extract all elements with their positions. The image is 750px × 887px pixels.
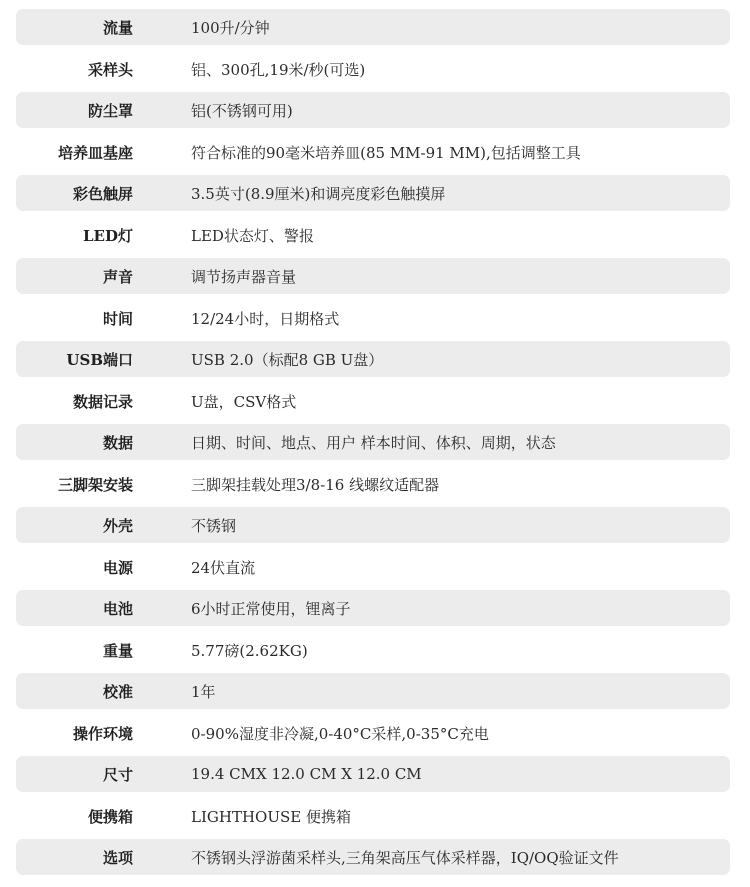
spec-label: 时间: [102, 309, 133, 328]
spec-value: 不锈钢: [191, 516, 237, 535]
spec-label: 采样头: [87, 60, 133, 79]
spec-label: 数据记录: [72, 392, 133, 411]
spec-label: 流量: [102, 18, 133, 37]
spec-row-power: [16, 549, 730, 585]
spec-row-petri-base: [16, 134, 730, 170]
spec-row-dimensions: [16, 756, 730, 792]
spec-row-operating-environment: [16, 715, 730, 751]
spec-label: 培养皿基座: [57, 143, 133, 162]
spec-label: 重量: [102, 641, 133, 660]
spec-value: U盘，CSV格式: [191, 392, 297, 411]
spec-label: 防尘罩: [87, 101, 133, 120]
spec-label: 校准: [102, 682, 133, 701]
spec-label: 彩色触屏: [72, 184, 133, 203]
spec-row-dust-cover: [16, 92, 730, 128]
spec-row-data-logging: [16, 383, 730, 419]
spec-value: 100升/分钟: [191, 18, 270, 37]
spec-row-sampling-head: [16, 51, 730, 87]
spec-value: 6小时正常使用，锂离子: [191, 599, 351, 618]
spec-label: USB端口: [66, 350, 133, 369]
spec-value: 19.4 CMX 12.0 CM X 12.0 CM: [191, 765, 422, 783]
spec-label: 电池: [102, 599, 133, 618]
spec-value: 日期、时间、地点、用户 样本时间、体积、周期，状态: [191, 433, 556, 452]
spec-label: LED灯: [83, 226, 133, 245]
spec-value: 1年: [191, 682, 216, 701]
spec-value: 符合标准的90毫米培养皿(85 MM-91 MM),包括调整工具: [191, 143, 581, 162]
spec-value: LED状态灯、警报: [191, 226, 314, 245]
spec-row-housing: [16, 507, 730, 543]
spec-value: 0-90%湿度非冷凝,0-40°C采样,0-35°C充电: [191, 724, 489, 743]
spec-value: 调节扬声器音量: [191, 267, 297, 286]
spec-label: 电源: [102, 558, 133, 577]
spec-row-tripod-mount: [16, 466, 730, 502]
spec-label: 外壳: [102, 516, 133, 535]
spec-row-usb-port: [16, 341, 730, 377]
spec-row-led: [16, 217, 730, 253]
spec-value: 3.5英寸(8.9厘米)和调亮度彩色触摸屏: [191, 184, 446, 203]
spec-label: 选项: [102, 848, 133, 867]
spec-row-carrying-case: [16, 798, 730, 834]
spec-row-options: [16, 839, 730, 875]
spec-row-calibration: [16, 673, 730, 709]
spec-label: 尺寸: [102, 765, 133, 784]
spec-label: 三脚架安装: [57, 475, 133, 494]
spec-row-sound: [16, 258, 730, 294]
spec-value: 铝、300孔,19米/秒(可选): [191, 60, 366, 79]
spec-value: 12/24小时，日期格式: [191, 309, 340, 328]
spec-value: USB 2.0（标配8 GB U盘）: [191, 350, 384, 369]
spec-value: 5.77磅(2.62KG): [191, 641, 308, 660]
spec-label: 声音: [102, 267, 133, 286]
spec-value: 不锈钢头浮游菌采样头,三角架高压气体采样器，IQ/OQ验证文件: [191, 848, 619, 867]
spec-value: LIGHTHOUSE 便携箱: [191, 807, 351, 826]
spec-value: 铝(不锈钢可用): [191, 101, 293, 120]
spec-value: 三脚架挂载处理3/8-16 线螺纹适配器: [191, 475, 440, 494]
spec-label: 操作环境: [72, 724, 133, 743]
spec-row-time: [16, 300, 730, 336]
spec-row-battery: [16, 590, 730, 626]
spec-row-color-touchscreen: [16, 175, 730, 211]
spec-label: 便携箱: [87, 807, 133, 826]
spec-label: 数据: [102, 433, 133, 452]
spec-row-flow-rate: [16, 9, 730, 45]
spec-row-weight: [16, 632, 730, 668]
spec-value: 24伏直流: [191, 558, 256, 577]
spec-row-data: [16, 424, 730, 460]
